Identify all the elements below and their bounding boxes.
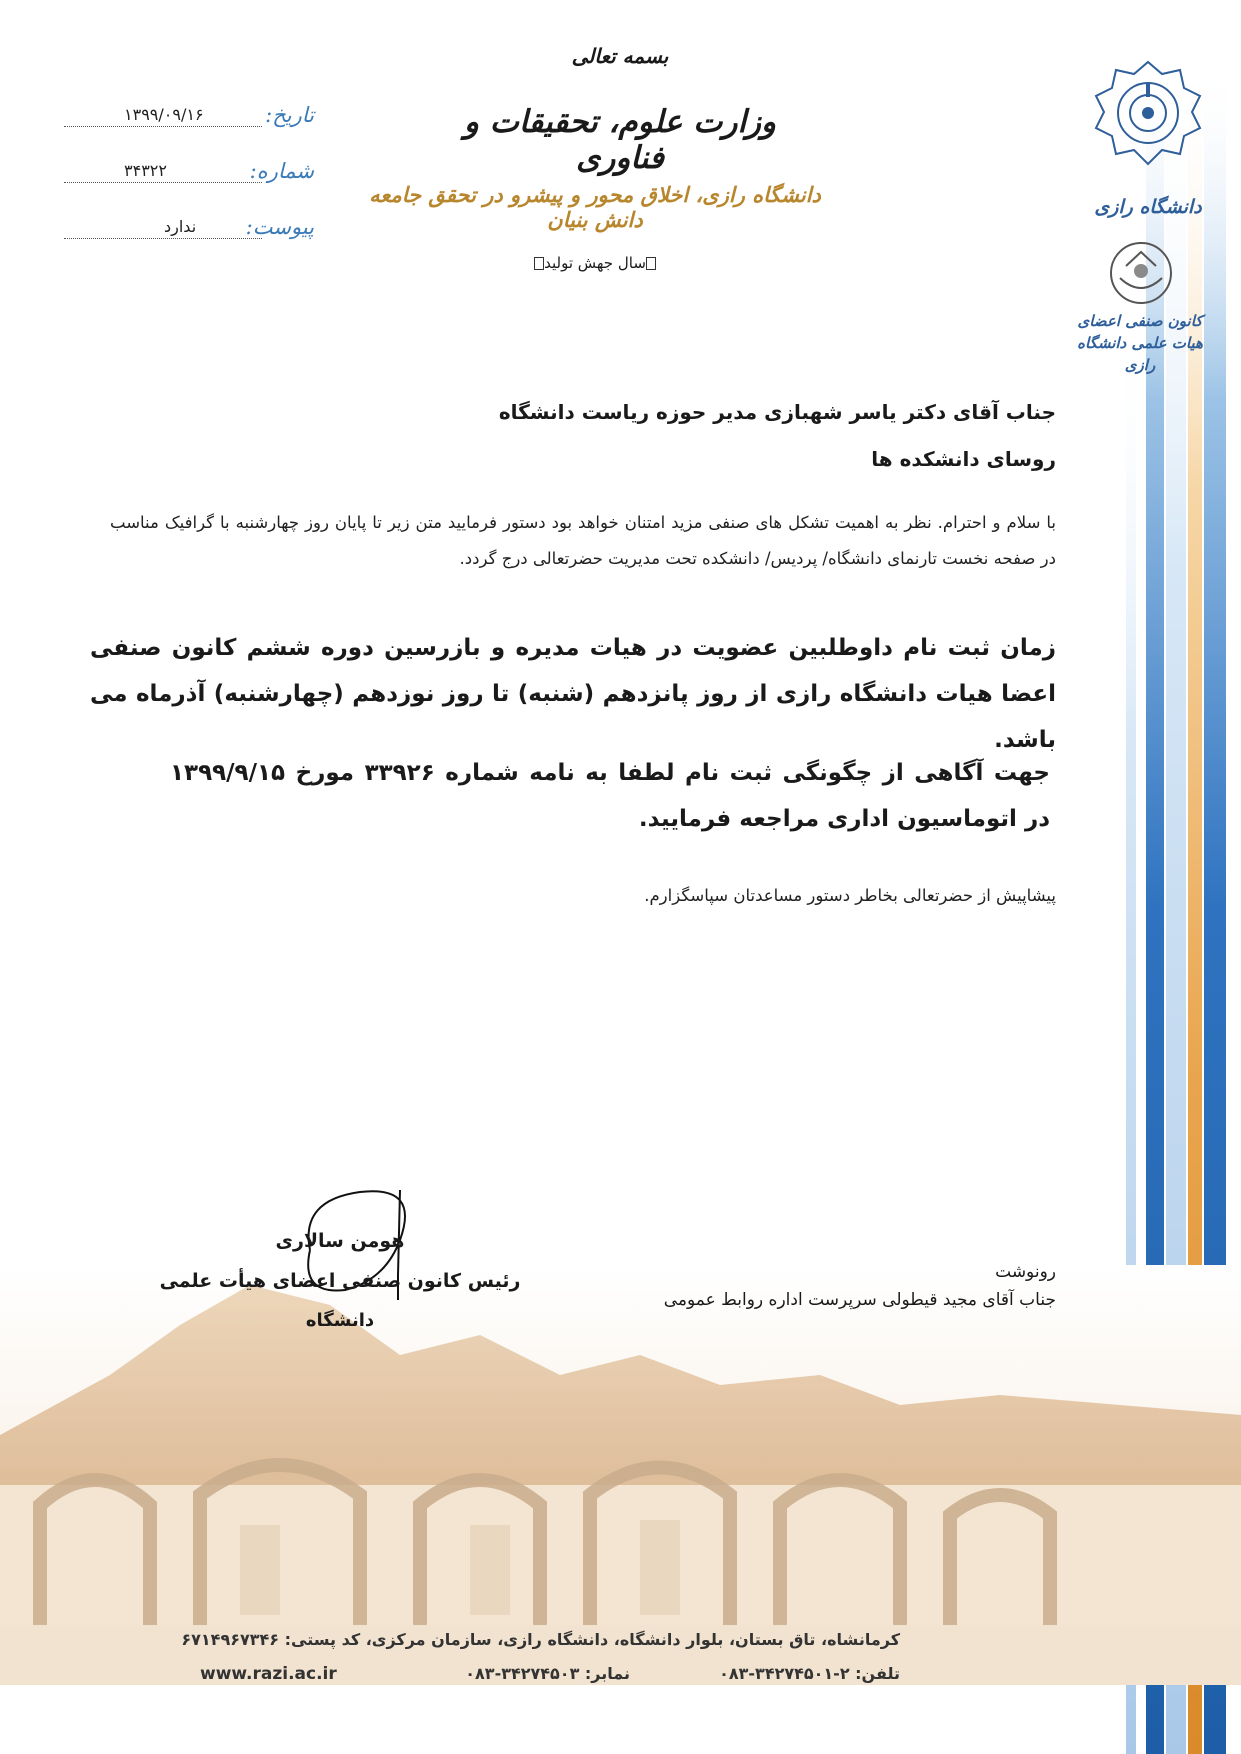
recipient-1: جناب آقای دکتر یاسر شهبازی مدیر حوزه ریاست دانشگاه: [498, 400, 1056, 424]
recipient-2: روسای دانشکده ها: [871, 447, 1056, 471]
razi-university-logo-text: دانشگاه رازی: [1094, 196, 1202, 218]
year-slogan-text: سال جهش تولید: [544, 254, 646, 272]
slogan-box-icon: [534, 257, 544, 270]
slogan-box-icon: [646, 257, 656, 270]
closing-line: پیشاپیش از حضرتعالی بخاطر دستور مساعدتان سپاسگزارم.: [644, 886, 1056, 905]
main-paragraph-1: زمان ثبت نام داوطلبین عضویت در هیات مدیره و بازرسین دوره ششم کانون صنفی اعضا هیات دانشگاه رازی از روز پانزدهم (شنبه) تا روز نوزدهم (چهارشنبه) آذرماه می باشد.: [90, 635, 1056, 753]
date-row: [64, 100, 314, 127]
footer-fax: نمابر: ۳۴۲۷۴۵۰۳-۰۸۳: [465, 1664, 630, 1683]
bismillah: بسمه تعالی: [571, 44, 669, 68]
kanoon-logo-text: کانون صنفی اعضای هیات علمی دانشگاه رازی: [1077, 312, 1203, 374]
attachment-line: [64, 212, 262, 239]
year-slogan: [490, 254, 700, 272]
cc-recipient: جناب آقای مجید قیطولی سرپرست اداره روابط عمومی: [663, 1290, 1056, 1310]
number-value: ۳۴۳۲۲: [124, 161, 167, 180]
number-label: شماره:: [249, 159, 314, 183]
signatory-title: رئیس کانون صنفی اعضای هیأت علمی: [159, 1270, 521, 1292]
main-paragraph-2: جهت آگاهی از چگونگی ثبت نام لطفا به نامه شماره ۳۳۹۲۶ مورخ ۱۳۹۹/۹/۱۵ در اتوماسیون اداری مراجعه فرمایید.: [170, 760, 1051, 832]
number-row: [64, 156, 314, 183]
university-motto: دانشگاه رازی، اخلاق محور و پیشرو در تحقق جامعه دانش بنیان: [369, 182, 821, 232]
kanoon-logo-icon: [1100, 238, 1182, 308]
attachment-row: [64, 212, 314, 239]
campus-landscape-image: [0, 1265, 1241, 1685]
date-line: [64, 100, 262, 127]
date-label: تاریخ:: [265, 103, 314, 127]
date-value: ۱۳۹۹/۰۹/۱۶: [124, 105, 204, 124]
cc-label: رونوشت: [995, 1262, 1056, 1282]
signatory-name: هومن سالاری: [275, 1230, 405, 1252]
ministry-title: وزارت علوم، تحقیقات و فناوری: [463, 104, 776, 176]
attachment-label: پیوست:: [245, 215, 314, 239]
number-line: [64, 156, 262, 183]
razi-university-logo-icon: [1080, 58, 1216, 170]
attachment-value: ندارد: [164, 217, 197, 236]
footer-website[interactable]: www.razi.ac.ir: [200, 1664, 337, 1684]
footer-phone: تلفن: ۲-۳۴۲۷۴۵۰۱-۰۸۳: [719, 1664, 900, 1683]
footer-address: کرمانشاه، تاق بستان، بلوار دانشگاه، دانشگاه رازی، سازمان مرکزی، کد پستی: ۶۷۱۴۹۶۷۳۴۶: [181, 1630, 900, 1649]
signatory-org: دانشگاه: [305, 1310, 375, 1331]
intro-paragraph: با سلام و احترام. نظر به اهمیت تشکل های صنفی مزید امتنان خواهد بود دستور فرمایید متن زیر تا پایان روز چهارشنبه با گرافیک مناسب در صفحه نخست تارنمای دانشگاه/ پردیس/ دانشکده تحت مدیریت حضرتعالی درج گردد.: [110, 513, 1056, 568]
